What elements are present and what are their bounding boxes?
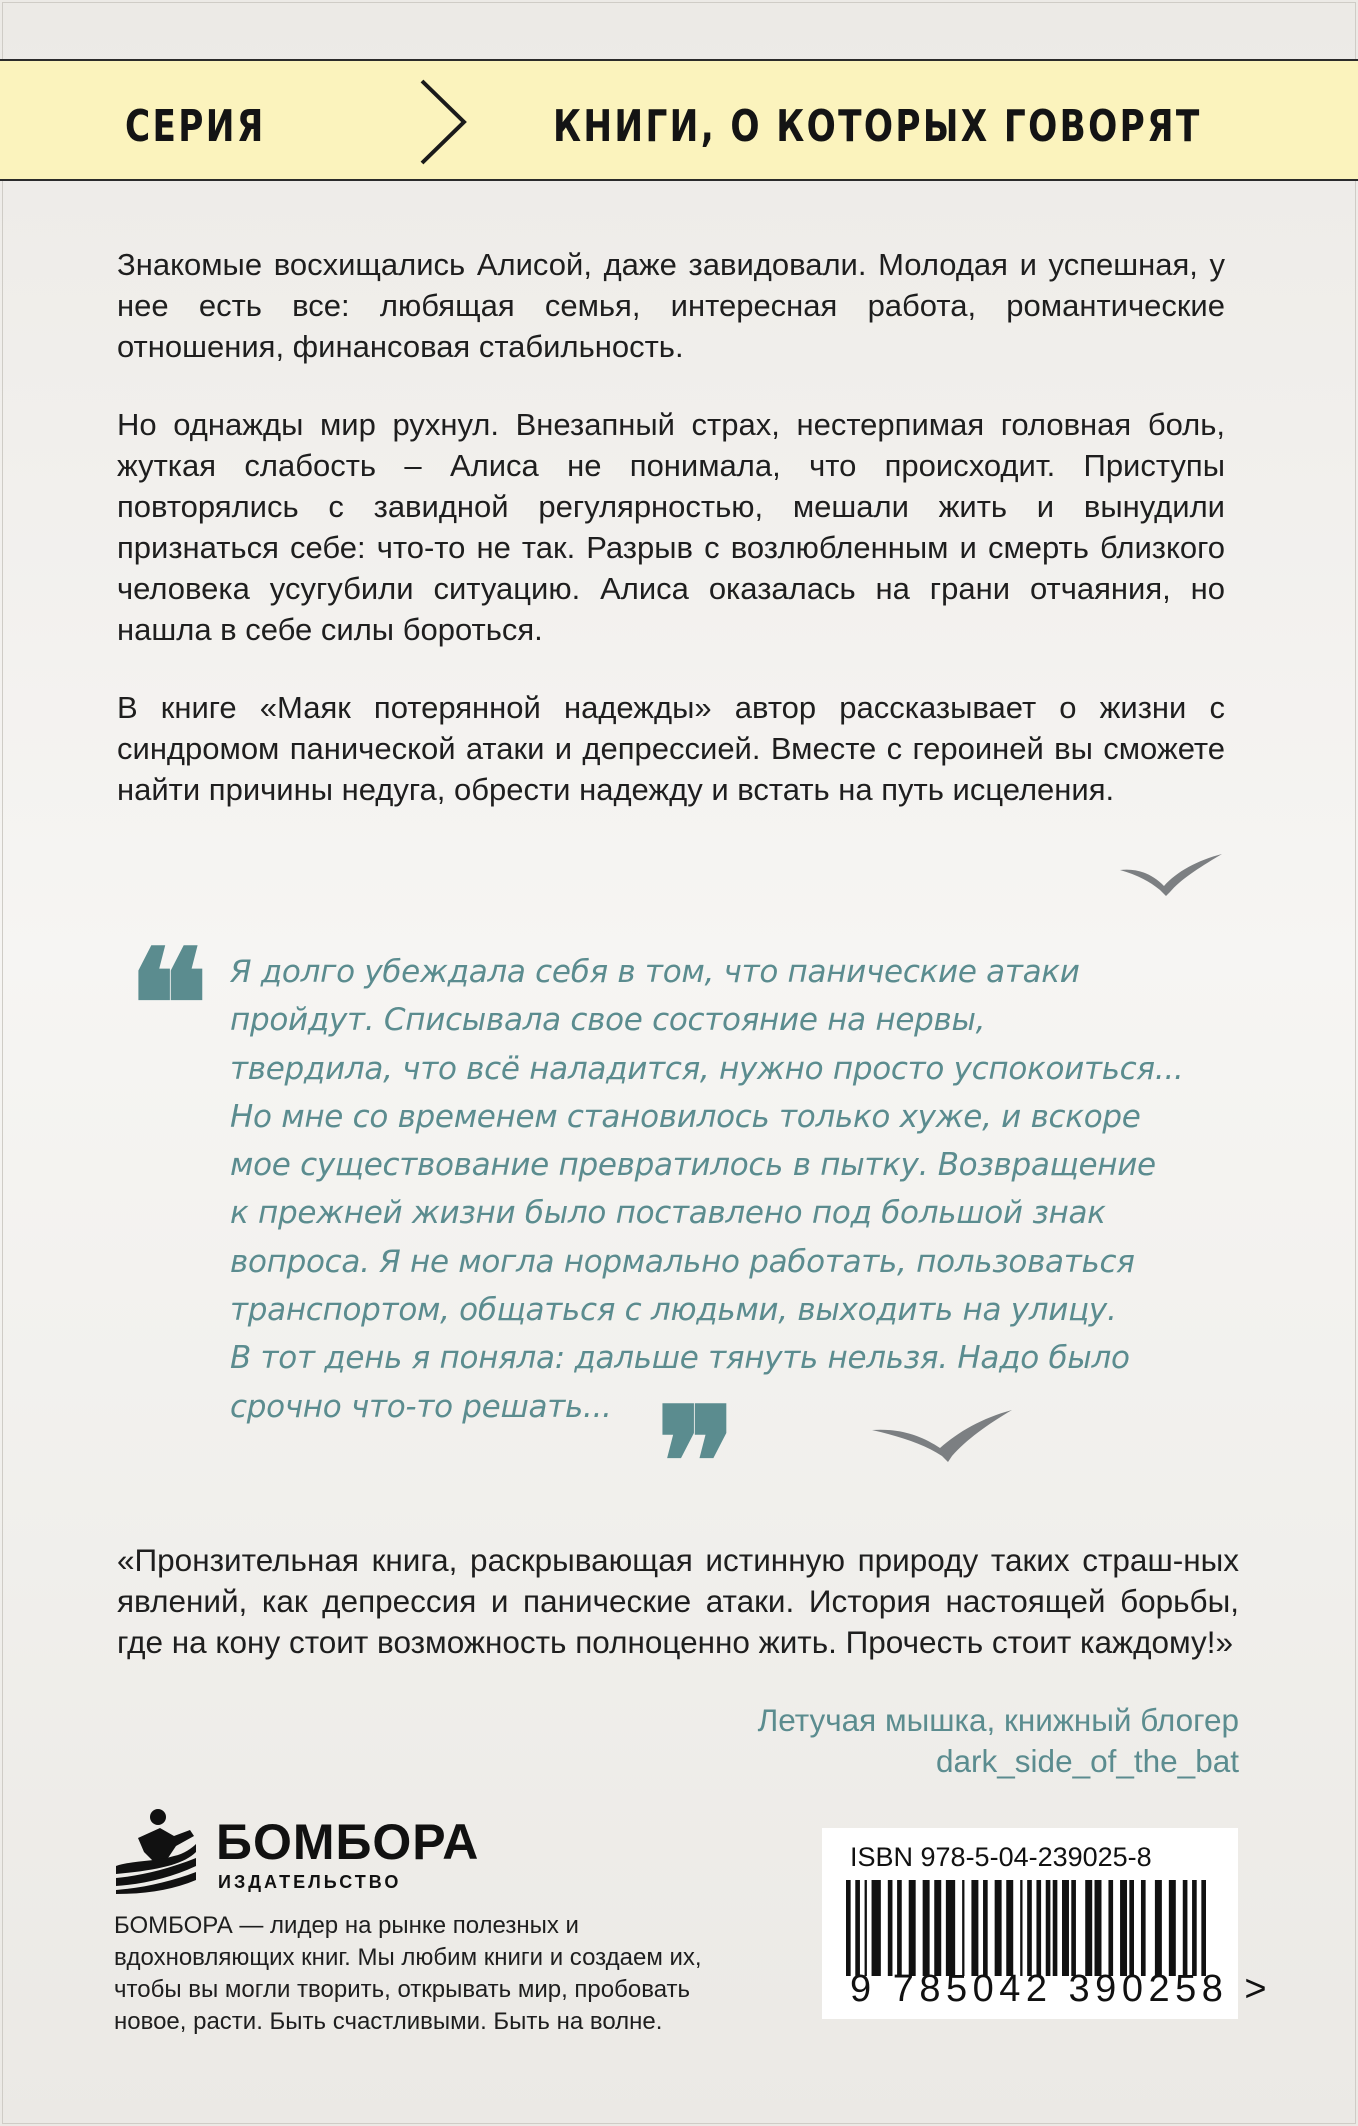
seagull-icon [1118,852,1224,898]
isbn-number: ISBN 978-5-04-239025-8 [850,1842,1152,1872]
quote-close-mark: ❞ [656,1375,737,1551]
review-author [758,1700,1239,1782]
bombora-logo-icon [114,1808,198,1894]
chevron-right-icon [418,77,470,167]
publisher-logo-wordmark: БОМБОРА [216,1814,480,1870]
annotation-paragraph: Знакомые восхищались Алисой, даже завидовали. Молодая и успешная, у нее есть все: любящая семья, интересная работа, романтические отношения, финансовая стабильность. [117,247,1225,364]
annotation [117,244,1225,847]
publisher-description: БОМБОРА — лидер на рынке полезных и вдохновляющих книг. Мы любим книги и создаем их, чтобы вы могли творить, открывать мир, пробовать новое, расти. Быть счастливыми. Быть на волне. [114,1912,702,2035]
barcode-digits: 9 785042 390258 > [850,1968,1273,2010]
review-author-name: Летучая мышка, книжный блогер [757,1702,1239,1738]
seagull-icon [870,1408,1014,1464]
annotation-paragraph: Но однажды мир рухнул. Внезапный страх, нестерпимая головная боль, жуткая слабость – Алиса не понимала, что происходит. Приступы повторялись с завидной регулярностью, мешали жить и вынудили признаться себе: что-то не так. Разрыв с возлюбленным и смерть близкого человека усугубили ситуацию. Алиса оказалась на грани отчаяния, но нашла в себе силы бороться. [117,407,1225,647]
review-quote: «Пронзительная книга, раскрывающая истинную природу таких страш-ных явлений, как депрессия и панические атаки. История настоящей борьбы, где на кону стоит возможность полноценно жить. Прочесть стоит каждому!» [117,1542,1239,1660]
series-label: СЕРИЯ [125,101,266,152]
quote-open-mark: ❝ [128,917,209,1093]
annotation-paragraph: В книге «Маяк потерянной надежды» автор рассказывает о жизни с синдромом панической атаки и депрессией. Вместе с героиней вы сможете найти причины недуга, обрести надежду и встать на путь исцеления. [117,690,1225,807]
quote-text: Я долго убеждала себя в том, что панические атаки пройдут. Списывала свое состояние на нервы, твердила, что всё наладится, нужно просто успокоиться... Но мне со временем становилось только хуже, и вскоре мое существование превратилось в пытку. Возвращение к прежней жизни было поставлено под большой знак вопроса. Я не могла нормально работать, пользоваться транспортом, общаться с людьми, выходить на улицу. В тот день я поняла: дальше тянуть нельзя. Надо было срочно что-то решать... [230,954,1184,1425]
publisher-logo-subtitle: ИЗДАТЕЛЬСТВО [218,1872,402,1892]
series-name: КНИГИ, О КОТОРЫХ ГОВОРЯТ [553,101,1202,152]
isbn-barcode [822,1828,1273,2019]
barcode-icon [846,1880,1206,1976]
series-banner [0,59,1358,181]
review-author-handle: dark_side_of_the_bat [936,1743,1239,1779]
